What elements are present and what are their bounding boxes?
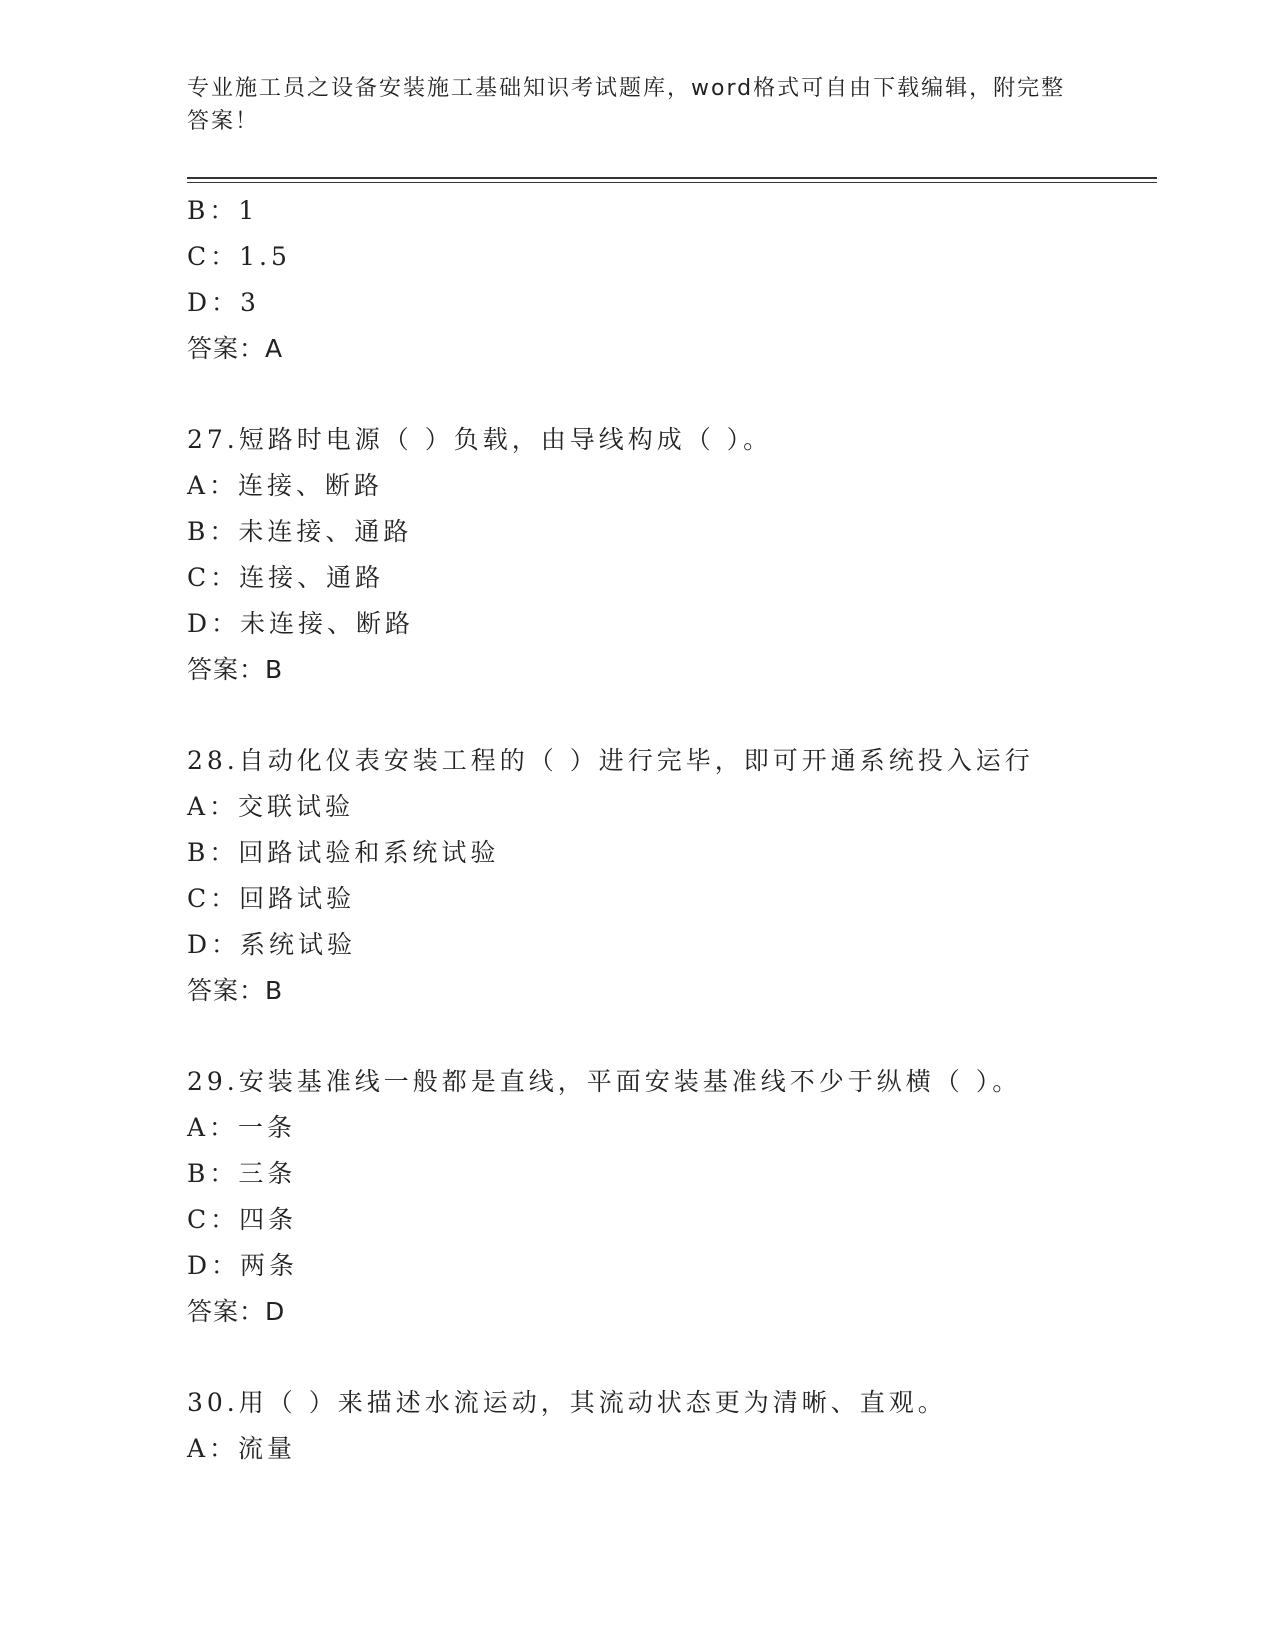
option-d: D：3 — [187, 288, 260, 317]
question-text: 28.自动化仪表安装工程的（ ）进行完毕，即可开通系统投入运行 — [187, 746, 1034, 775]
option-b: B：回路试验和系统试验 — [187, 838, 500, 867]
answer: 答案：D — [187, 1297, 286, 1326]
option-c: C：连接、通路 — [187, 563, 385, 592]
answer: 答案：B — [187, 655, 284, 684]
option-a: A：一条 — [187, 1113, 297, 1142]
answer: 答案：B — [187, 976, 284, 1005]
question-27 — [187, 417, 1147, 693]
question-26-continued — [187, 188, 1147, 372]
question-list — [187, 188, 1147, 1472]
question-30 — [187, 1380, 1147, 1472]
question-text: 29.安装基准线一般都是直线，平面安装基准线不少于纵横（ ）。 — [187, 1067, 1022, 1096]
option-b: B：1 — [187, 196, 259, 225]
document-header: 专业施工员之设备安装施工基础知识考试题库，word格式可自由下载编辑，附完整答案！ — [187, 76, 1066, 134]
option-b: B：三条 — [187, 1159, 297, 1188]
question-text: 27.短路时电源（ ）负载，由导线构成（ ）。 — [187, 425, 773, 454]
question-text: 30.用（ ）来描述水流运动，其流动状态更为清晰、直观。 — [187, 1388, 947, 1417]
option-c: C：四条 — [187, 1205, 298, 1234]
header-divider-thick — [187, 177, 1157, 179]
option-b: B：未连接、通路 — [187, 517, 413, 546]
option-c: C：回路试验 — [187, 884, 356, 913]
option-a: A：连接、断路 — [187, 471, 384, 500]
answer: 答案：A — [187, 334, 284, 363]
option-a: A：流量 — [187, 1434, 297, 1463]
question-29 — [187, 1059, 1147, 1335]
option-d: D：系统试验 — [187, 930, 357, 959]
question-28 — [187, 738, 1147, 1014]
option-d: D：两条 — [187, 1251, 299, 1280]
header-divider-thin — [187, 182, 1157, 183]
option-d: D：未连接、断路 — [187, 609, 415, 638]
option-a: A：交联试验 — [187, 792, 355, 821]
option-c: C：1.5 — [187, 242, 291, 271]
